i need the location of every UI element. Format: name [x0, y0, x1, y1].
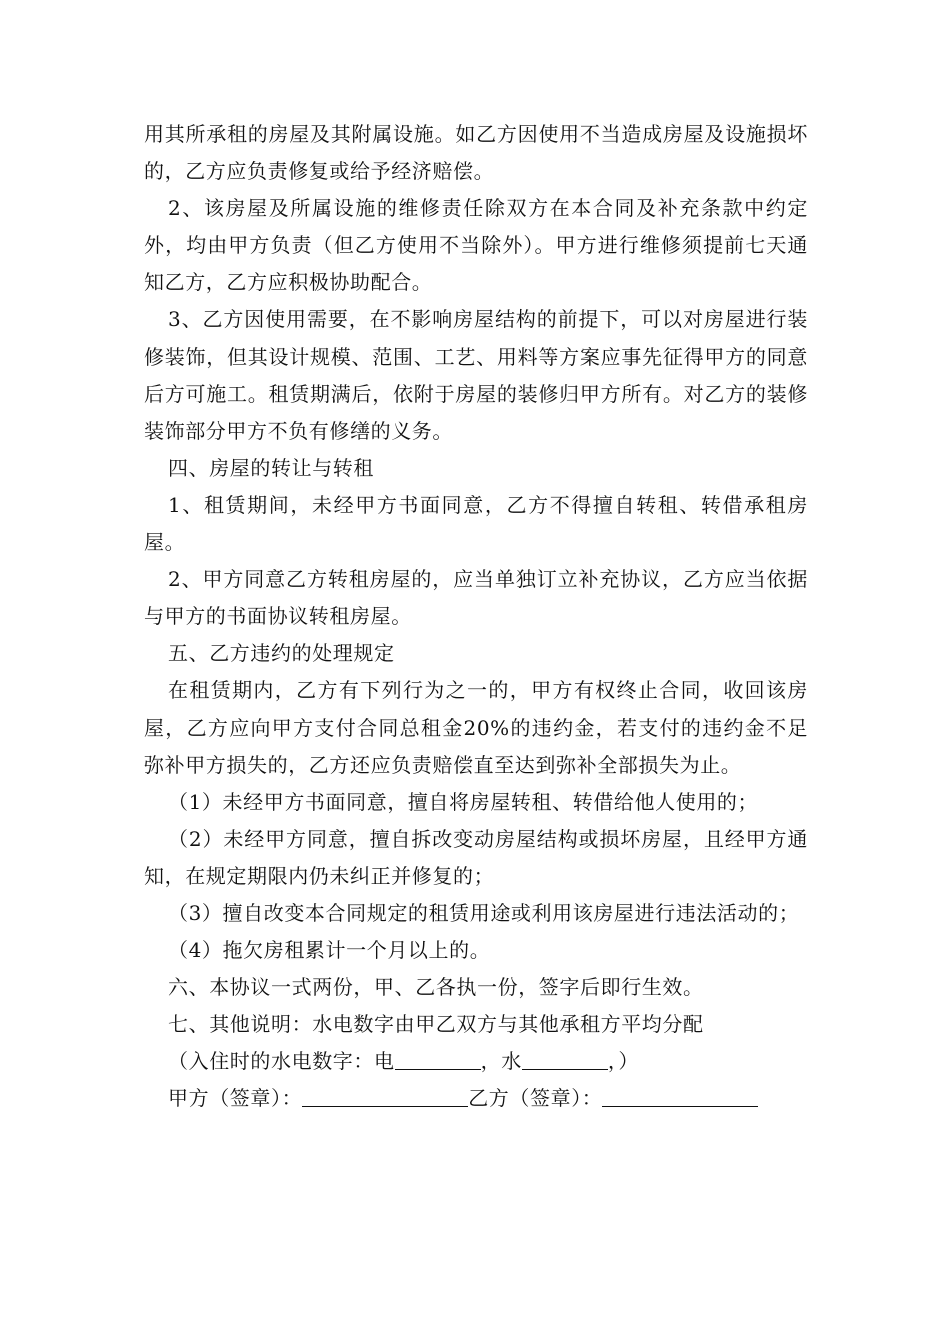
meter-reading-line: [144, 1043, 808, 1080]
party-b-signature-label: 乙方（签章）：: [468, 1086, 603, 1111]
section-heading-transfer: 四、房屋的转让与转租: [168, 455, 374, 480]
breach-item-3: （3）擅自改变本合同规定的租赁用途或利用该房屋进行违法活动的；: [168, 900, 800, 925]
paragraph-other-notes: 七、其他说明：水电数字由甲乙双方与其他承租方平均分配: [168, 1012, 704, 1037]
party-a-signature-label: 甲方（签章）：: [168, 1086, 303, 1111]
paragraph-copies: 六、本协议一式两份，甲、乙各执一份，签字后即行生效。: [168, 975, 704, 1000]
contract-body: [144, 116, 808, 1118]
paragraph-facility-use: 用其所承租的房屋及其附属设施。如乙方因使用不当造成房屋及设施损坏的，乙方应负责修复或给予经济赔偿。: [144, 122, 808, 184]
paragraph-maintenance: 2、该房屋及所属设施的维修责任除双方在本合同及补充条款中约定外，均由甲方负责（但乙方使用不当除外）。甲方进行维修须提前七天通知乙方，乙方应积极协助配合。: [144, 196, 808, 295]
breach-item-2: （2）未经甲方同意，擅自拆改变动房屋结构或损坏房屋，且经甲方通知，在规定期限内仍未纠正并修复的；: [144, 826, 808, 888]
electric-reading-blank[interactable]: [395, 1045, 481, 1070]
meter-line-close: ，）: [607, 1049, 640, 1074]
party-b-signature-blank[interactable]: [602, 1082, 758, 1107]
paragraph-transfer-2: 2、甲方同意乙方转租房屋的，应当单独订立补充协议，乙方应当依据与甲方的书面协议转租房屋。: [144, 567, 808, 629]
meter-label-electric: （入住时的水电数字：电: [168, 1049, 395, 1074]
paragraph-breach-intro: 在租赁期内，乙方有下列行为之一的，甲方有权终止合同，收回该房屋，乙方应向甲方支付合同总租金20%的违约金，若支付的违约金不足弥补甲方损失的，乙方还应负责赔偿直至达到弥补全部损失为止。: [144, 678, 808, 777]
section-heading-breach: 五、乙方违约的处理规定: [168, 641, 395, 666]
breach-item-1: （1）未经甲方书面同意，擅自将房屋转租、转借给他人使用的；: [168, 789, 759, 814]
paragraph-renovation: 3、乙方因使用需要，在不影响房屋结构的前提下，可以对房屋进行装修装饰，但其设计规模、范围、工艺、用料等方案应事先征得甲方的同意后方可施工。租赁期满后，依附于房屋的装修归甲方所有。对乙方的装修装饰部分甲方不负有修缮的义务。: [144, 307, 808, 443]
breach-item-4: （4）拖欠房租累计一个月以上的。: [168, 938, 491, 963]
party-a-signature-blank[interactable]: [302, 1082, 468, 1107]
water-reading-blank[interactable]: [522, 1045, 608, 1070]
paragraph-transfer-1: 1、租赁期间，未经甲方书面同意，乙方不得擅自转租、转借承租房屋。: [144, 492, 808, 555]
signature-line: [144, 1080, 808, 1117]
meter-label-water: ，水: [480, 1049, 522, 1074]
